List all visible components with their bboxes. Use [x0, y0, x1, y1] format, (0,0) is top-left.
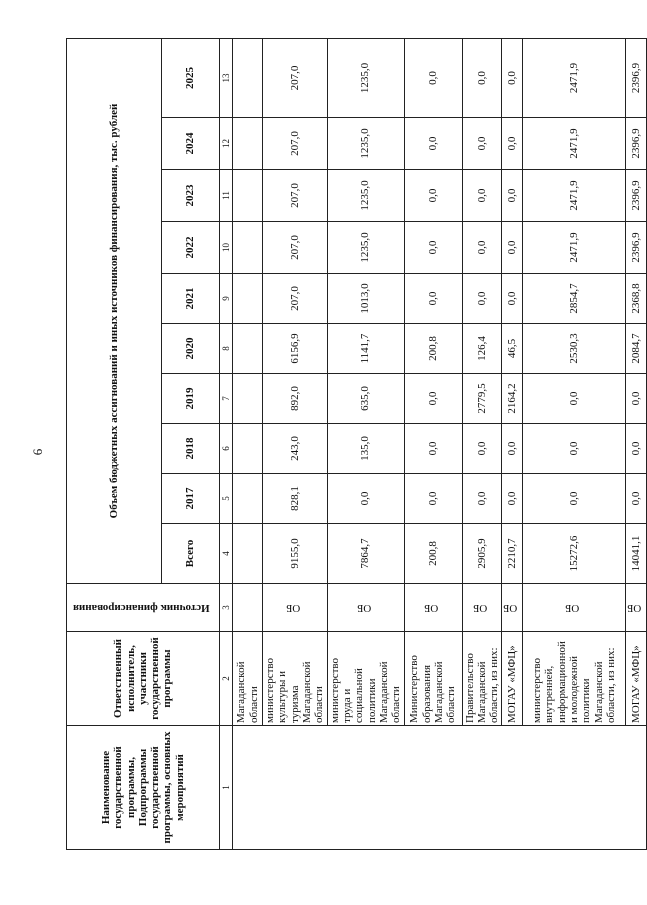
total-value-cell: 9155,0 — [263, 524, 328, 584]
year-value-cell: 0,0 — [523, 424, 626, 474]
header-executor: Ответственный исполнитель, участники государственной программы — [67, 632, 220, 726]
year-value-cell: 0,0 — [404, 474, 462, 524]
year-value-cell: 0,0 — [462, 222, 502, 274]
source-text: ОБ — [627, 601, 642, 614]
year-value-cell: 0,0 — [626, 474, 647, 524]
header-funding-source — [67, 584, 220, 632]
total-value-cell: 14041,1 — [626, 524, 647, 584]
table-body — [67, 39, 647, 850]
column-index: 7 — [220, 374, 233, 424]
year-value-cell: 0,0 — [462, 424, 502, 474]
year-value-cell: 2471,9 — [523, 170, 626, 222]
executor-cell: министерство культуры и туризма Магаданской области — [263, 632, 328, 726]
year-value-cell: 2854,7 — [523, 274, 626, 324]
executor-cell: министерство труда и социальной политики Магаданской области — [327, 632, 404, 726]
year-value-cell: 2396,9 — [626, 170, 647, 222]
column-index: 8 — [220, 324, 233, 374]
year-value-cell: 1235,0 — [327, 170, 404, 222]
year-value-cell: 0,0 — [404, 374, 462, 424]
header-year: 2019 — [162, 374, 220, 424]
header-row-1 — [67, 39, 162, 850]
year-value-cell: 207,0 — [263, 222, 328, 274]
year-value-cell: 0,0 — [404, 118, 462, 170]
executor-cell: МОГАУ «МФЦ» — [626, 632, 647, 726]
year-value-cell: 0,0 — [502, 39, 523, 118]
year-value-cell: 2471,9 — [523, 39, 626, 118]
year-value-cell: 828,1 — [263, 474, 328, 524]
financing-table — [66, 38, 647, 850]
table-row — [233, 39, 263, 850]
page-number: 6 — [30, 448, 45, 456]
year-value-cell: 207,0 — [263, 274, 328, 324]
year-value-cell: 0,0 — [502, 474, 523, 524]
year-value-cell: 207,0 — [263, 118, 328, 170]
year-value-cell: 0,0 — [327, 474, 404, 524]
year-value-cell: 2471,9 — [523, 222, 626, 274]
total-value-cell: 2905,9 — [462, 524, 502, 584]
year-value-cell: 2471,9 — [523, 118, 626, 170]
year-value-cell: 2396,9 — [626, 118, 647, 170]
source-text: ОБ — [565, 601, 580, 614]
header-year: 2020 — [162, 324, 220, 374]
column-index: 4 — [220, 524, 233, 584]
executor-cell: Министерство образования Магаданской области — [404, 632, 462, 726]
year-value-cell: 0,0 — [462, 118, 502, 170]
source-cell — [626, 584, 647, 632]
total-value-cell: 200,8 — [404, 524, 462, 584]
source-cell — [462, 584, 502, 632]
year-value-cell: 0,0 — [626, 374, 647, 424]
header-budget-volume: Объем бюджетных ассигнований и иных источников финансирования, тыс. рублей — [67, 39, 162, 584]
executor-cell: министерство внутренней, информационной и молодежной политики Магаданской области, из них: — [523, 632, 626, 726]
header-year: 2024 — [162, 118, 220, 170]
year-value-cell: 2368,8 — [626, 274, 647, 324]
year-value-cell — [233, 424, 263, 474]
source-text: ОБ — [424, 601, 439, 614]
year-value-cell: 135,0 — [327, 424, 404, 474]
column-index: 9 — [220, 274, 233, 324]
header-funding-source-text: Источник финансирования — [73, 601, 210, 614]
year-value-cell: 0,0 — [462, 170, 502, 222]
year-value-cell — [233, 274, 263, 324]
source-text: ОБ — [286, 601, 301, 614]
header-year: 2022 — [162, 222, 220, 274]
source-cell — [263, 584, 328, 632]
executor-cell: МОГАУ «МФЦ» — [502, 632, 523, 726]
year-value-cell: 1235,0 — [327, 222, 404, 274]
source-cell — [327, 584, 404, 632]
year-value-cell: 6156,9 — [263, 324, 328, 374]
column-index: 5 — [220, 474, 233, 524]
year-value-cell: 0,0 — [462, 474, 502, 524]
year-value-cell: 207,0 — [263, 170, 328, 222]
executor-cell: Магаданской области — [233, 632, 263, 726]
column-index-row — [220, 39, 233, 850]
column-index: 2 — [220, 632, 233, 726]
year-value-cell: 200,8 — [404, 324, 462, 374]
year-value-cell: 0,0 — [502, 424, 523, 474]
year-value-cell — [233, 222, 263, 274]
year-value-cell — [233, 374, 263, 424]
header-total: Всего — [162, 524, 220, 584]
year-value-cell: 0,0 — [404, 222, 462, 274]
column-index: 6 — [220, 424, 233, 474]
column-index: 12 — [220, 118, 233, 170]
year-value-cell: 207,0 — [263, 39, 328, 118]
year-value-cell — [233, 170, 263, 222]
year-value-cell: 0,0 — [502, 118, 523, 170]
program-name-cell — [233, 726, 647, 850]
year-value-cell: 0,0 — [523, 374, 626, 424]
year-value-cell: 1235,0 — [327, 39, 404, 118]
source-cell — [404, 584, 462, 632]
source-cell — [523, 584, 626, 632]
header-year: 2025 — [162, 39, 220, 118]
year-value-cell: 0,0 — [502, 274, 523, 324]
column-index: 1 — [220, 726, 233, 850]
year-value-cell: 243,0 — [263, 424, 328, 474]
year-value-cell: 126,4 — [462, 324, 502, 374]
year-value-cell: 46,5 — [502, 324, 523, 374]
year-value-cell — [233, 39, 263, 118]
total-value-cell: 15272,6 — [523, 524, 626, 584]
total-value-cell: 7864,7 — [327, 524, 404, 584]
source-text: ОБ — [503, 601, 518, 614]
year-value-cell: 0,0 — [404, 170, 462, 222]
year-value-cell — [233, 324, 263, 374]
year-value-cell: 0,0 — [462, 274, 502, 324]
source-text: ОБ — [356, 601, 372, 614]
year-value-cell: 0,0 — [626, 424, 647, 474]
source-cell — [502, 584, 523, 632]
column-index: 13 — [220, 39, 233, 118]
column-index: 3 — [220, 584, 233, 632]
year-value-cell: 2530,3 — [523, 324, 626, 374]
header-program-name: Наименование государственной программы, Подпрограммы государственной программы, основных мероприятий — [67, 726, 220, 850]
rotated-page-area — [66, 39, 642, 850]
year-value-cell: 2164,2 — [502, 374, 523, 424]
year-value-cell — [233, 474, 263, 524]
year-value-cell: 0,0 — [502, 170, 523, 222]
executor-cell: Правительство Магаданской области, из них: — [462, 632, 502, 726]
year-value-cell — [233, 118, 263, 170]
header-year: 2023 — [162, 170, 220, 222]
year-value-cell: 635,0 — [327, 374, 404, 424]
column-index: 11 — [220, 170, 233, 222]
year-value-cell: 1235,0 — [327, 118, 404, 170]
header-year: 2018 — [162, 424, 220, 474]
year-value-cell: 2396,9 — [626, 222, 647, 274]
year-value-cell: 0,0 — [523, 474, 626, 524]
year-value-cell: 0,0 — [404, 424, 462, 474]
year-value-cell: 2084,7 — [626, 324, 647, 374]
year-value-cell: 1141,7 — [327, 324, 404, 374]
year-value-cell: 0,0 — [502, 222, 523, 274]
column-index: 10 — [220, 222, 233, 274]
year-value-cell: 0,0 — [404, 274, 462, 324]
total-value-cell — [233, 524, 263, 584]
year-value-cell: 2779,5 — [462, 374, 502, 424]
year-value-cell: 0,0 — [462, 39, 502, 118]
year-value-cell: 0,0 — [404, 39, 462, 118]
total-value-cell: 2210,7 — [502, 524, 523, 584]
year-value-cell: 892,0 — [263, 374, 328, 424]
year-value-cell: 1013,0 — [327, 274, 404, 324]
header-year: 2021 — [162, 274, 220, 324]
source-text: ОБ — [473, 601, 488, 614]
header-year: 2017 — [162, 474, 220, 524]
year-value-cell: 2396,9 — [626, 39, 647, 118]
source-cell — [233, 584, 263, 632]
